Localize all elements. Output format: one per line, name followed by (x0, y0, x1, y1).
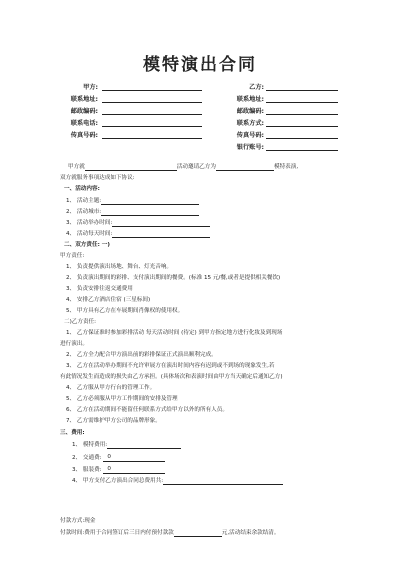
intro-part-3: 模特表演, (273, 164, 299, 170)
party-b-address-field[interactable] (266, 102, 338, 103)
transport-fee-label: 2、 交通费: (72, 455, 102, 461)
contract-title: 模特演出合同 (143, 55, 257, 75)
intro-line-2: 双方就服务事项达成如下协议: (60, 175, 135, 181)
activity-time-field[interactable] (112, 220, 210, 227)
total-fee-field[interactable] (163, 484, 283, 485)
party-a-fax-label: 传真号码: (70, 132, 98, 139)
party-b-duty-1-cont: 进行演出。 (60, 341, 88, 347)
party-b-bank-field[interactable] (266, 150, 338, 151)
party-a-duty-5: 5、 甲方具有乙方在车展期间肖像权的使用权。 (66, 308, 184, 314)
party-a-duty-4: 4、 安排乙方酒店住宿 (三星标间) (66, 297, 151, 303)
party-a-duty-2: 2、 负责演出期间的彩排、支付演出期间的餐费。(标准 15 元/餐,或者是提供相关餐饮) (66, 275, 281, 281)
costume-fee-label: 3、 服装费: (72, 467, 102, 473)
party-b-bank-label: 银行账号: (236, 144, 264, 151)
activity-theme-field[interactable] (101, 198, 199, 205)
party-b-duty-7: 7、 乙方需维护甲方公司的品牌形象。 (66, 418, 161, 424)
party-b-duty-5: 5、 乙方必须服从甲方工作期间的安排及管理 (66, 396, 178, 402)
model-fee-label: 1、 模特费用: (72, 442, 108, 448)
event-name-field[interactable] (85, 164, 177, 171)
prepayment-amount-field[interactable] (174, 530, 222, 537)
intro-part-2: 活动邀请乙方为 (176, 164, 216, 170)
party-a-duty-3: 3、 负责安排往返交通费用 (66, 286, 133, 292)
party-a-address-label: 联系地址: (70, 96, 98, 103)
activity-theme-label: 1、 活动主题: (66, 198, 102, 204)
party-a-postcode-field[interactable] (102, 114, 202, 115)
total-fee-label: 4、 甲方支付乙方演出合同总费用共: (72, 478, 164, 484)
activity-city-row (66, 209, 199, 216)
party-b-duty-1: 1、 乙方保证准时参加彩排活动 每天活动时间 (待定) 到甲方指定地方进行化妆及到现场 (66, 330, 283, 336)
activity-daily-label: 4、 活动每天时间: (66, 231, 113, 237)
party-a-field[interactable] (102, 90, 202, 91)
activity-city-field[interactable] (101, 209, 199, 216)
party-b-contact-label: 联系方式: (236, 120, 264, 127)
party-b-postcode-label: 邮政编码: (236, 108, 264, 115)
activity-daily-field[interactable] (112, 231, 210, 238)
intro-part-1: 甲方就 (68, 164, 85, 170)
party-a-phone-label: 联系电话: (70, 120, 98, 127)
model-fee-field[interactable] (107, 448, 181, 449)
party-b-duty-2: 2、 乙方全力配合甲方演出前的彩排保证正式演出顺利完成。 (66, 352, 217, 358)
costume-fee-row (72, 466, 165, 474)
party-b-duty-3-cont: 有此情况发生而造成的损失由乙方承担。(具体场次和表演时间由甲方当天确定后通知乙方) (60, 374, 283, 380)
payment-time-part-2: 元,活动结束余款结清。 (221, 530, 280, 536)
transport-fee-row (72, 454, 165, 462)
transport-fee-field[interactable]: 0 (103, 454, 165, 462)
section-1-heading: 一、活动内容: (64, 186, 100, 192)
party-a-fax-field[interactable] (102, 138, 202, 139)
payment-time-row (60, 530, 279, 537)
party-a-duties-heading: 甲方责任: (60, 253, 85, 259)
payment-method: 付款方式:现金 (60, 518, 96, 524)
party-b-postcode-field[interactable] (266, 114, 338, 115)
party-b-duty-6: 6、 乙方在活动期间不能留任何联系方式给甲方以外的所有人员。 (66, 407, 228, 413)
party-b-fax-label: 传真号码: (236, 132, 264, 139)
party-b-contact-field[interactable] (266, 126, 338, 127)
party-a-duty-1: 1、 负责提供演出场地、舞台、灯光音响。 (66, 264, 173, 270)
party-b-duty-4: 4、 乙方服从甲方行台的管理工作。 (66, 385, 156, 391)
party-b-fax-field[interactable] (266, 138, 338, 139)
party-b-address-label: 联系地址: (236, 96, 264, 103)
party-b-name-field[interactable] (216, 164, 274, 171)
costume-fee-field[interactable]: 0 (103, 466, 165, 474)
activity-time-row (66, 220, 210, 227)
model-fee-row (72, 442, 181, 449)
party-b-label: 乙方: (249, 84, 264, 91)
activity-time-label: 3、 活动举办时间: (66, 220, 113, 226)
total-fee-row (72, 478, 283, 485)
activity-daily-row (66, 231, 210, 238)
activity-theme-row (66, 198, 199, 205)
party-a-address-field[interactable] (102, 102, 202, 103)
section-3-heading: 三、费用: (60, 430, 85, 436)
intro-line-1 (68, 164, 298, 171)
activity-city-label: 2、 活动城市: (66, 209, 102, 215)
section-2-heading: 二、双方责任: 一) (64, 242, 110, 248)
party-a-postcode-label: 邮政编码: (70, 108, 98, 115)
party-b-duty-3: 3、 乙方在活动举办期间不允许审展方在演出时间内容有迟到或不到场的现象发生,若 (66, 363, 275, 369)
party-a-phone-field[interactable] (102, 126, 202, 127)
party-b-field[interactable] (266, 90, 338, 91)
payment-time-part-1: 付款时间:费用于合同签订后三日内付预付款款 (60, 530, 174, 536)
party-b-duties-heading: 二)乙方责任: (64, 319, 97, 325)
party-a-label: 甲方: (83, 84, 98, 91)
